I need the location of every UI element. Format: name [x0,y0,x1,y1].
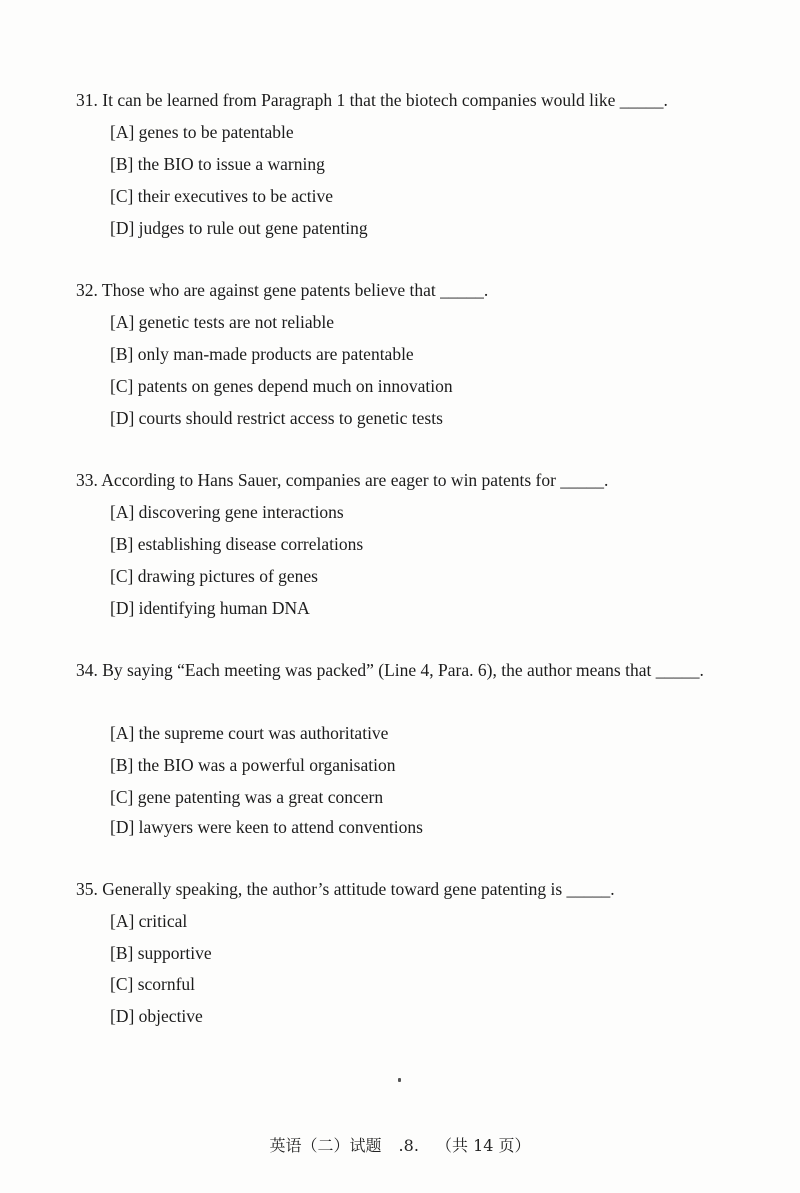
option-a: [A] discovering gene interactions [110,502,344,522]
question-stem: 34. By saying “Each meeting was packed” (Line 4, Para. 6), the author means that _____. [76,660,704,680]
question-stem: 31. It can be learned from Paragraph 1 that the biotech companies would like _____. [76,90,668,110]
option-b: [B] only man-made products are patentable [110,344,414,364]
option-c: [C] drawing pictures of genes [110,566,318,586]
option-a: [A] critical [110,911,188,931]
option-c: [C] patents on genes depend much on innovation [110,376,453,396]
footer-page-number: .8. [398,1136,419,1155]
option-d: [D] identifying human DNA [110,598,310,618]
footer-total-pages: （共 14 页） [436,1136,531,1155]
option-a: [A] genetic tests are not reliable [110,312,334,332]
footer-subject: 英语（二）试题 [269,1136,382,1155]
scan-speck [398,1078,401,1082]
option-b: [B] supportive [110,943,212,963]
option-d: [D] courts should restrict access to genetic tests [110,408,443,428]
question-stem: 32. Those who are against gene patents believe that _____. [76,280,489,300]
page-footer [0,1133,800,1156]
option-a: [A] the supreme court was authoritative [110,723,389,743]
option-b: [B] the BIO was a powerful organisation [110,755,396,775]
option-b: [B] establishing disease correlations [110,534,364,554]
option-b: [B] the BIO to issue a warning [110,154,325,174]
option-a: [A] genes to be patentable [110,122,294,142]
option-c: [C] gene patenting was a great concern [110,787,384,807]
option-c: [C] scornful [110,974,196,994]
question-stem: 33. According to Hans Sauer, companies are eager to win patents for _____. [76,470,609,490]
option-d: [D] objective [110,1006,203,1026]
option-d: [D] lawyers were keen to attend conventions [110,817,423,837]
question-stem: 35. Generally speaking, the author’s attitude toward gene patenting is _____. [76,879,615,899]
option-d: [D] judges to rule out gene patenting [110,218,368,238]
option-c: [C] their executives to be active [110,186,334,206]
